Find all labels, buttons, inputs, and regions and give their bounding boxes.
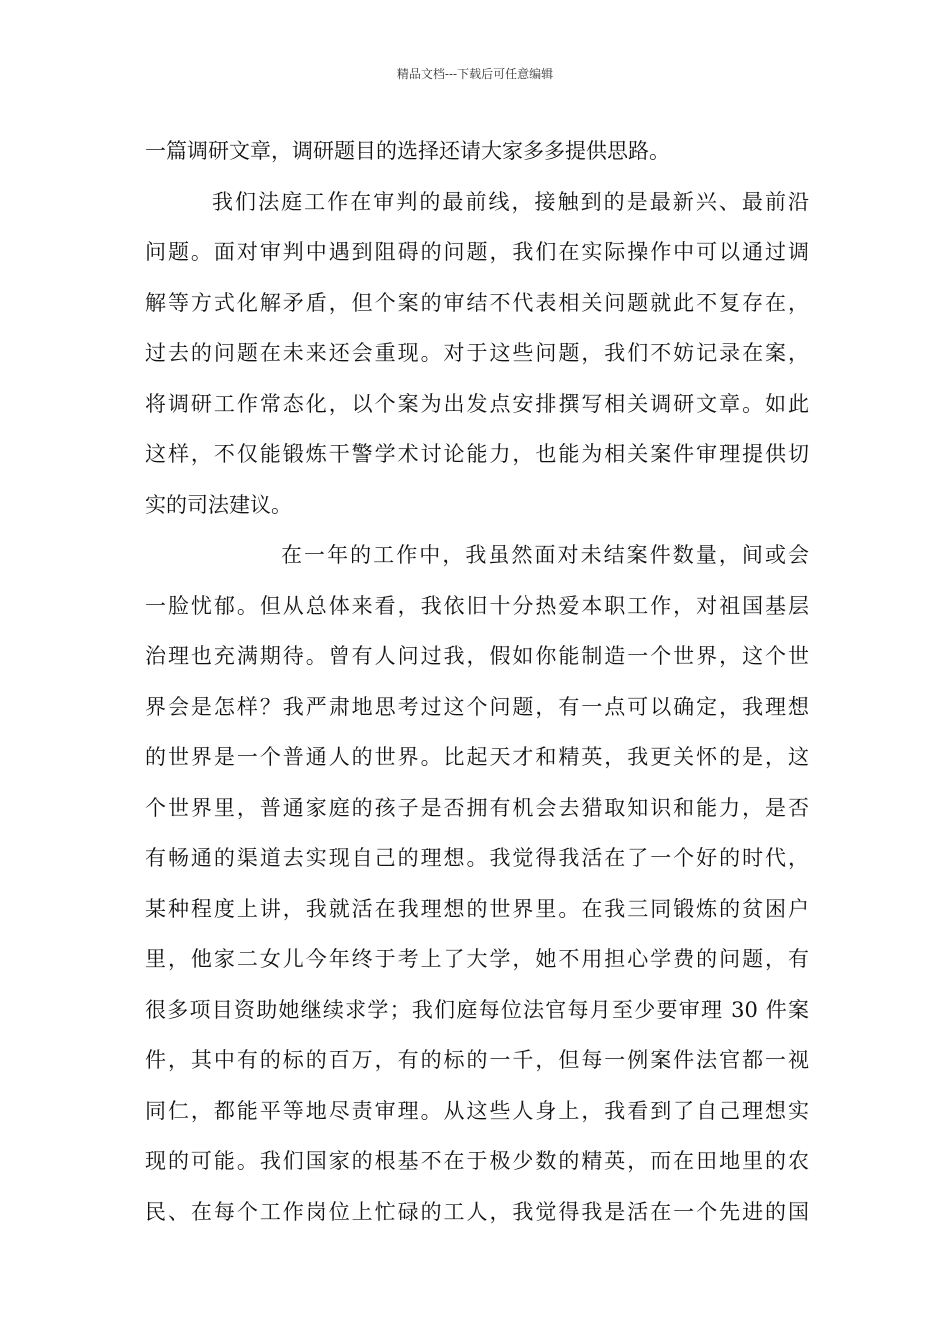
text-line: 解等方式化解矛盾，但个案的审结不代表相关问题就此不复存在， — [145, 290, 809, 315]
text-line: 这样，不仅能锻炼干警学术讨论能力，也能为相关案件审理提供切 — [145, 442, 809, 466]
text-line: 一脸忧郁。但从总体来看，我依旧十分热爱本职工作，对祖国基层 — [145, 593, 809, 618]
text-line: 同仁，都能平等地尽责审理。从这些人身上，我看到了自己理想实 — [145, 1098, 809, 1123]
text-line: 很多项目资助她继续求学；我们庭每位法官每月至少要审理 30 件案 — [145, 997, 809, 1022]
text-line: 的世界是一个普通人的世界。比起天才和精英，我更关怀的是，这 — [145, 745, 809, 769]
text-line: 治理也充满期待。曾有人问过我，假如你能制造一个世界，这个世 — [145, 644, 809, 668]
text-line: 将调研工作常态化，以个案为出发点安排撰写相关调研文章。如此 — [145, 391, 809, 416]
text-line: 某种程度上讲，我就活在我理想的世界里。在我三同锻炼的贫困户 — [145, 896, 809, 921]
text-line: 件，其中有的标的百万，有的标的一千，但每一例案件法官都一视 — [145, 1048, 809, 1072]
text-line: 我们法庭工作在审判的最前线，接触到的是最新兴、最前沿 — [212, 189, 809, 214]
document-body — [145, 126, 809, 1237]
text-line: 一篇调研文章，调研题目的选择还请大家多多提供思路。 — [145, 139, 670, 163]
text-line: 现的可能。我们国家的根基不在于极少数的精英，而在田地里的农 — [145, 1149, 809, 1173]
text-line: 个世界里，普通家庭的孩子是否拥有机会去猎取知识和能力，是否 — [145, 795, 809, 820]
text-line: 有畅通的渠道去实现自己的理想。我觉得我活在了一个好的时代， — [145, 846, 809, 870]
text-line: 实的司法建议。 — [145, 492, 292, 517]
text-line: 民、在每个工作岗位上忙碌的工人，我觉得我是活在一个先进的国 — [145, 1199, 809, 1224]
text-line: 在一年的工作中，我虽然面对未结案件数量，间或会 — [281, 543, 809, 567]
text-line: 界会是怎样？我严肃地思考过这个问题，有一点可以确定，我理想 — [145, 694, 809, 719]
page-header: 精品文档---下载后可任意编辑 — [396, 67, 554, 81]
text-line: 问题。面对审判中遇到阻碍的问题，我们在实际操作中可以通过调 — [145, 240, 809, 264]
text-line: 里，他家二女儿今年终于考上了大学，她不用担心学费的问题，有 — [145, 947, 809, 971]
text-line: 过去的问题在未来还会重现。对于这些问题，我们不妨记录在案， — [145, 341, 809, 365]
